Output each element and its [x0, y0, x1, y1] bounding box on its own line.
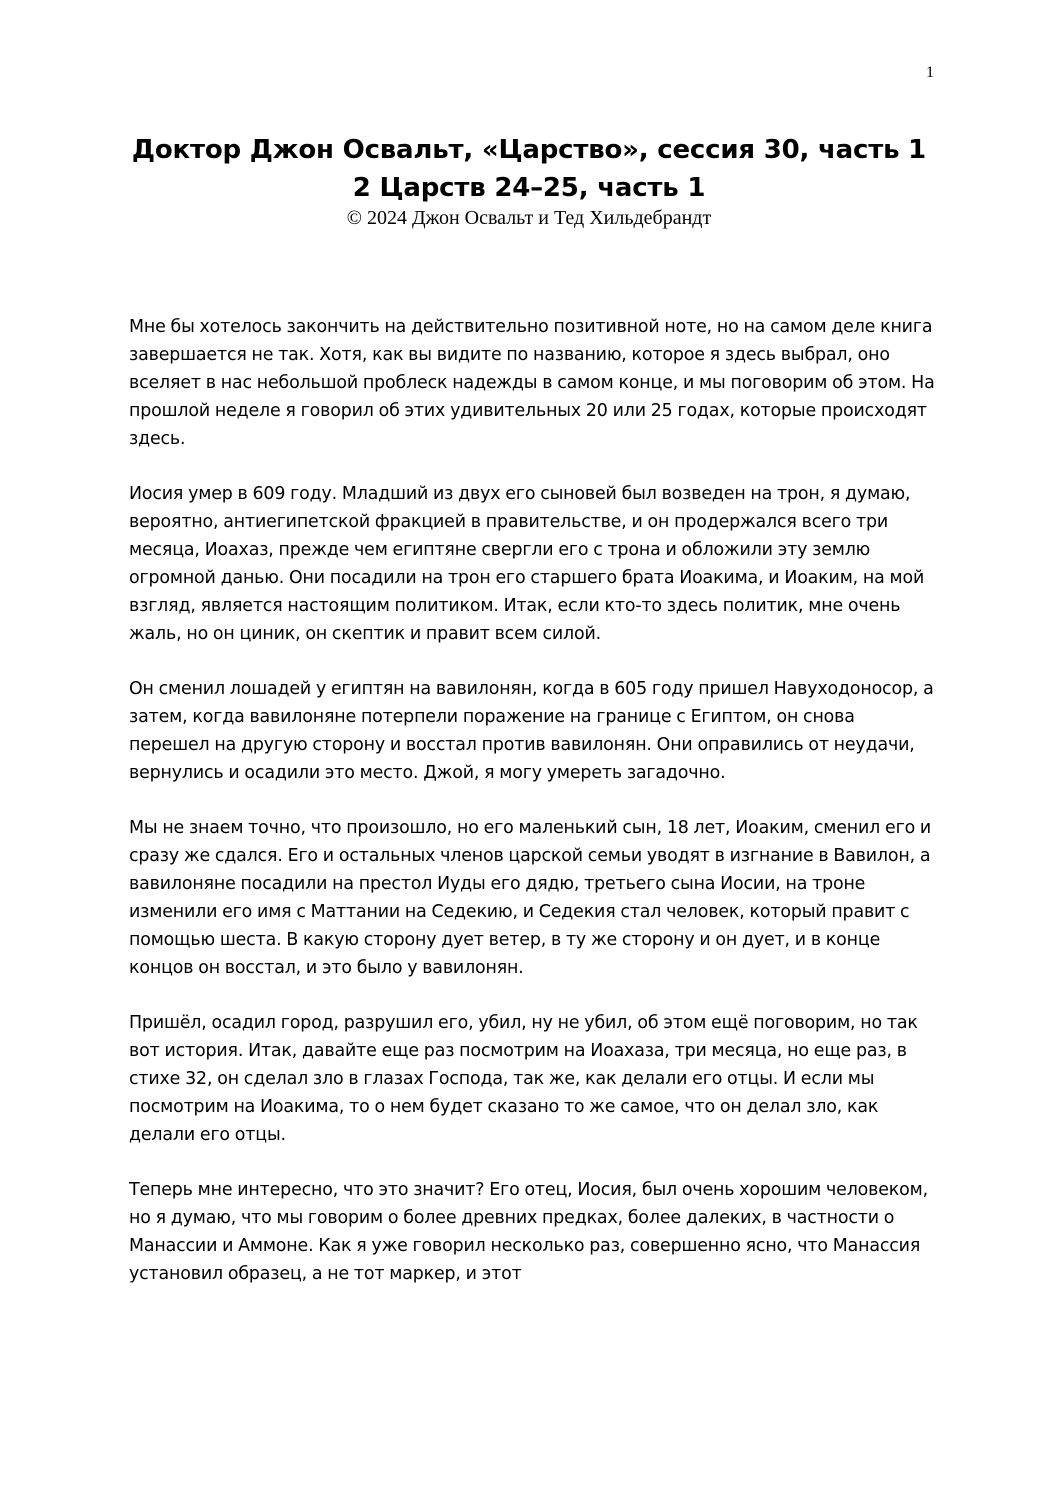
document-body	[129, 313, 935, 1315]
paragraph: Мы не знаем точно, что произошло, но его маленький сын, 18 лет, Иоаким, сменил его и сразу же сдался. Его и остальных членов царской семьи уводят в изгнание в Вавилон, а вавилоняне посадили на престол Иуды его дядю, третьего сына Иосии, на троне изменили его имя с Маттании на Седекию, и Седекия стал человек, который правит с помощью шеста. В какую сторону дует ветер, в ту же сторону и он дует, и в конце концов он восстал, и это было у вавилонян.	[129, 818, 932, 978]
document-subtitle: 2 Царств 24–25, часть 1	[352, 173, 706, 203]
page-number: 1	[926, 64, 934, 81]
document-title: Доктор Джон Освальт, «Царство», сессия 30, часть 1	[131, 135, 927, 165]
document-header	[120, 132, 938, 230]
paragraph: Теперь мне интересно, что это значит? Его отец, Иосия, был очень хорошим человеком, но я думаю, что мы говорим о более древних предках, более далеких, в частности о Манассии и Аммоне. Как я уже говорил несколько раз, совершенно ясно, что Манассия установил образец, а не тот маркер, и этот	[129, 1180, 928, 1284]
copyright-line: © 2024 Джон Освальт и Тед Хильдебрандт	[346, 207, 712, 229]
paragraph: Он сменил лошадей у египтян на вавилонян, когда в 605 году пришел Навуходоносор, а затем, когда вавилоняне потерпели поражение на границе с Египтом, он снова перешел на другую сторону и восстал против вавилонян. Они оправились от неудачи, вернулись и осадили это место. Джой, я могу умереть загадочно.	[129, 679, 934, 783]
paragraph: Пришёл, осадил город, разрушил его, убил, ну не убил, об этом ещё поговорим, но так вот история. Итак, давайте еще раз посмотрим на Иоахаза, три месяца, но еще раз, в стихе 32, он сделал зло в глазах Господа, так же, как делали его отцы. И если мы посмотрим на Иоакима, то о нем будет сказано то же самое, что он делал зло, как делали его отцы.	[129, 1013, 918, 1145]
paragraph: Иосия умер в 609 году. Младший из двух его сыновей был возведен на трон, я думаю, вероятно, антиегипетской фракцией в правительстве, и он продержался всего три месяца, Иоахаз, прежде чем египтяне свергли его с трона и обложили эту землю огромной данью. Они посадили на трон его старшего брата Иоакима, и Иоаким, на мой взгляд, является настоящим политиком. Итак, если кто-то здесь политик, мне очень жаль, но он циник, он скептик и правит всем силой.	[129, 484, 925, 644]
paragraph: Мне бы хотелось закончить на действительно позитивной ноте, но на самом деле книга завершается не так. Хотя, как вы видите по названию, которое я здесь выбрал, оно вселяет в нас небольшой проблеск надежды в самом конце, и мы поговорим об этом. На прошлой неделе я говорил об этих удивительных 20 или 25 годах, которые происходят здесь.	[129, 317, 935, 449]
